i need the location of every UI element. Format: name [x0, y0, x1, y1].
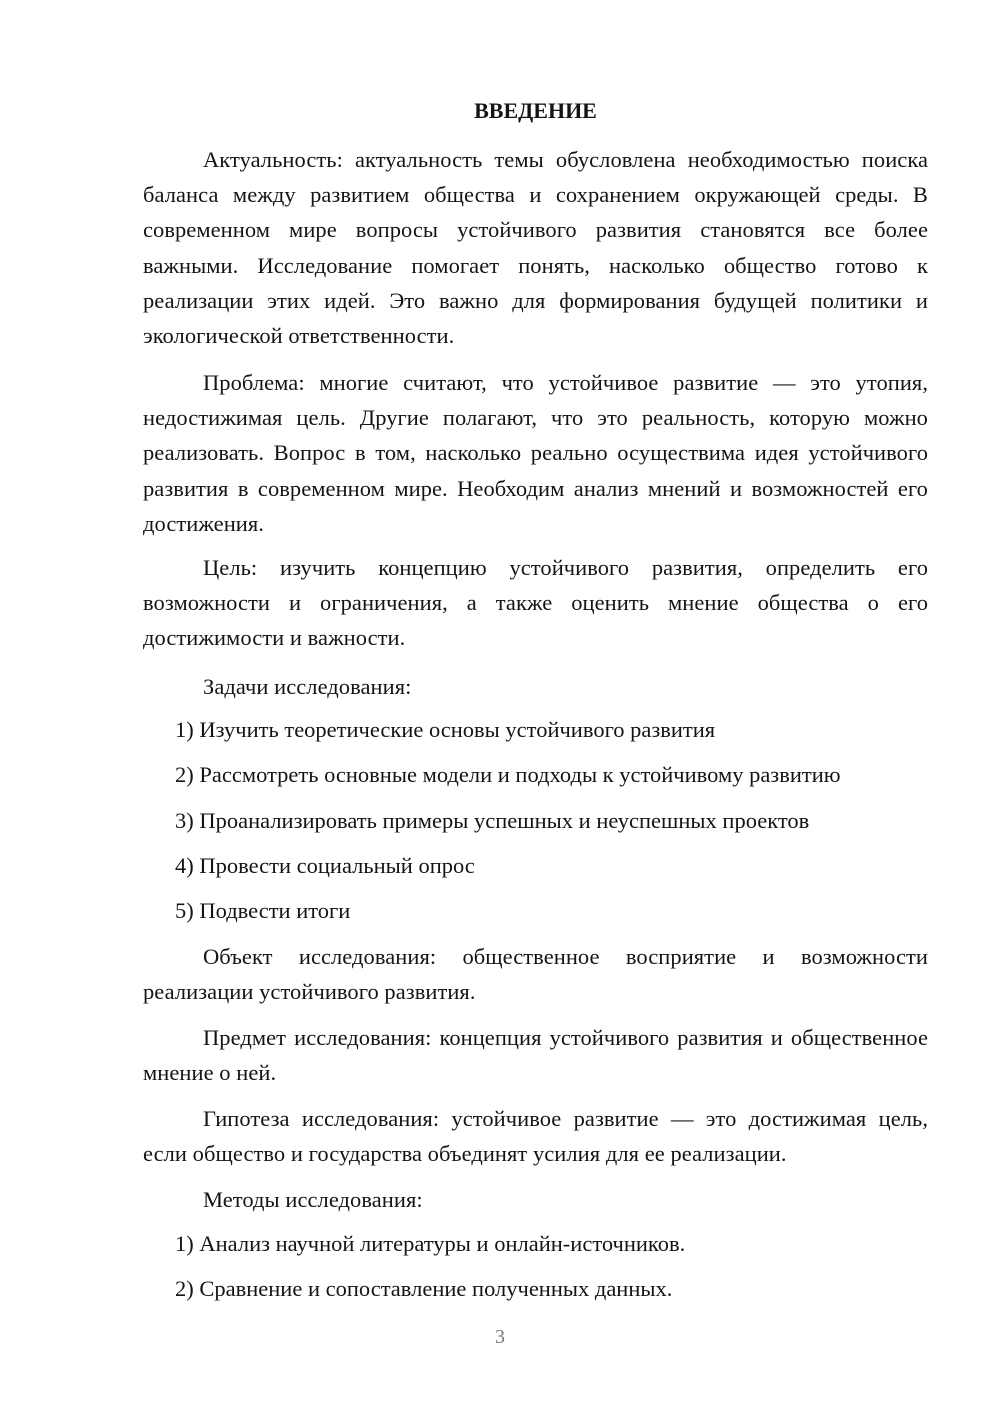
task-item-5: 5) Подвести итоги: [175, 898, 351, 923]
task-item-2: 2) Рассмотреть основные модели и подходы к устойчивому развитию: [175, 762, 841, 787]
problem-paragraph: Проблема: многие считают, что устойчивое развитие — это утопия, недостижимая цель. Другие полагают, что это реальность, которую можно реализовать. Вопрос в том, насколько реально осуществима идея устойчивого развития в современном мире. Необходим анализ мнений и возможностей его достижения.: [143, 370, 928, 536]
page-number: 3: [495, 1326, 505, 1348]
methods-heading: Методы исследования:: [203, 1187, 423, 1212]
task-item-1: 1) Изучить теоретические основы устойчивого развития: [175, 717, 716, 742]
method-item-2: 2) Сравнение и сопоставление полученных данных.: [175, 1276, 673, 1301]
tasks-heading: Задачи исследования:: [203, 674, 412, 699]
subject-paragraph: Предмет исследования: концепция устойчивого развития и общественное мнение о ней.: [143, 1025, 928, 1086]
relevance-paragraph: Актуальность: актуальность темы обусловлена необходимостью поиска баланса между развитием общества и сохранением окружающей среды. В современном мире вопросы устойчивого развития становятся все более важными. Исследование помогает понять, насколько общество готово к реализации этих идей. Это важно для формирования будущей политики и экологической ответственности.: [143, 147, 928, 349]
object-paragraph: Объект исследования: общественное восприятие и возможности реализации устойчивого развития.: [143, 944, 928, 1005]
hypothesis-paragraph: Гипотеза исследования: устойчивое развитие — это достижимая цель, если общество и государства объединят усилия для ее реализации.: [143, 1106, 928, 1167]
goal-paragraph: Цель: изучить концепцию устойчивого развития, определить его возможности и ограничения, а также оценить мнение общества о его достижимости и важности.: [143, 555, 928, 651]
task-item-3: 3) Проанализировать примеры успешных и неуспешных проектов: [175, 808, 810, 833]
section-title: ВВЕДЕНИЕ: [474, 98, 597, 123]
method-item-1: 1) Анализ научной литературы и онлайн-источников.: [175, 1231, 686, 1256]
task-item-4: 4) Провести социальный опрос: [175, 853, 475, 878]
